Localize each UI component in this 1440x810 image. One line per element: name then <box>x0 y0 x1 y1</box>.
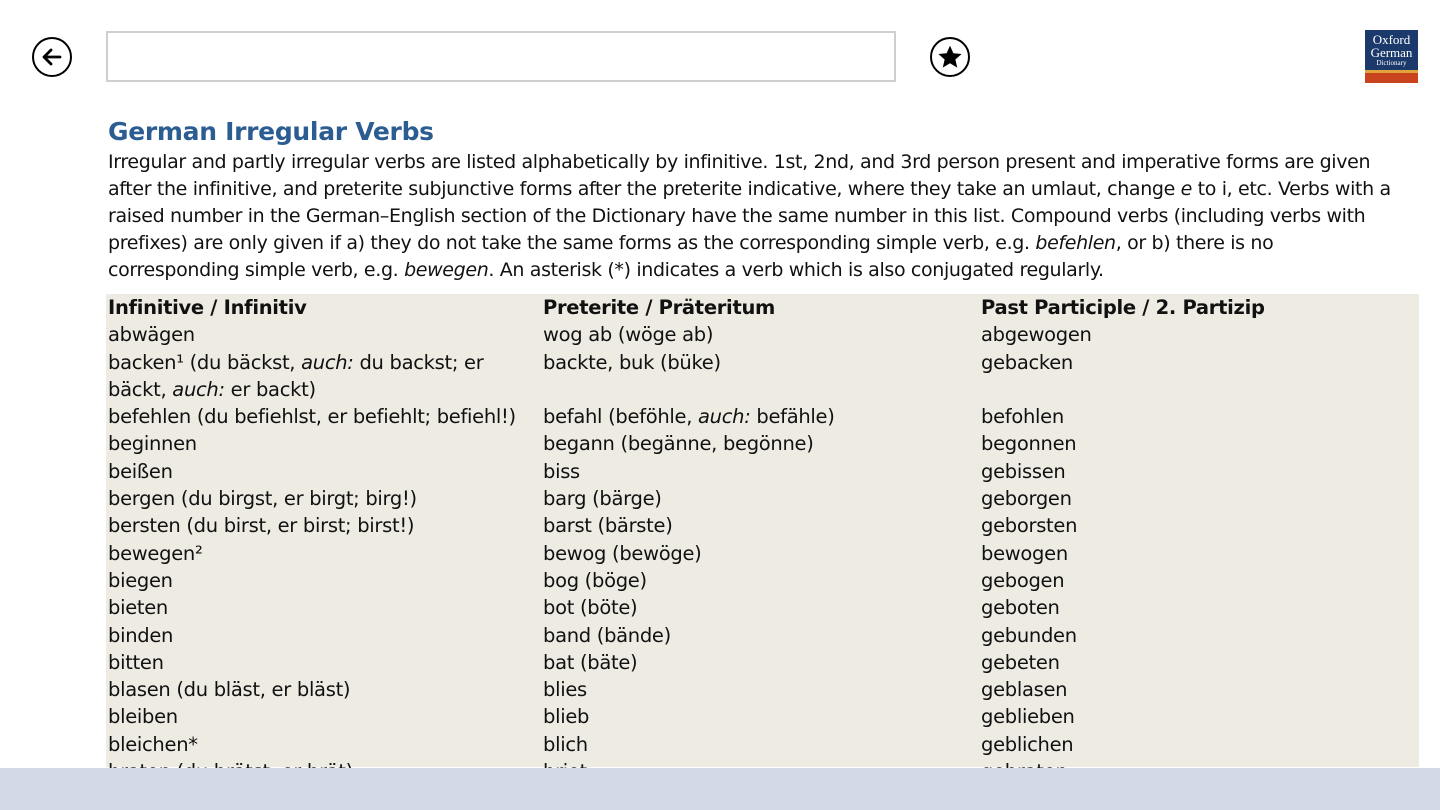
table-row <box>106 731 1419 758</box>
past-participle-cell: geborsten <box>981 514 1078 538</box>
infinitive-cell: bersten (du birst, er birst; birst!) <box>108 514 415 538</box>
preterite-cell: band (bände) <box>543 623 671 647</box>
past-participle-cell: gebacken <box>981 350 1073 374</box>
infinitive-cell: abwägen <box>108 323 195 347</box>
preterite-cell: biss <box>543 459 580 483</box>
preterite-cell: bot (böte) <box>543 596 638 620</box>
logo-line-3: Dictionary <box>1376 59 1407 67</box>
table-row <box>106 458 1419 485</box>
table-row <box>106 540 1419 567</box>
past-participle-cell: geblasen <box>981 678 1068 702</box>
infinitive-cell: biegen <box>108 568 173 592</box>
past-participle-cell: geborgen <box>981 487 1072 511</box>
infinitive-cell: beißen <box>108 459 173 483</box>
preterite-cell: begann (begänne, begönne) <box>543 432 814 456</box>
past-participle-cell: gebeten <box>981 650 1060 674</box>
infinitive-cell: bergen (du birgst, er birgt; birg!) <box>108 487 417 511</box>
page-title: German Irregular Verbs <box>108 117 434 146</box>
table-row <box>106 403 1419 430</box>
star-icon <box>936 43 964 71</box>
preterite-cell: bewog (bewöge) <box>543 541 702 565</box>
past-participle-cell: gebissen <box>981 459 1066 483</box>
past-participle-cell: gebunden <box>981 623 1077 647</box>
logo-line-2: German <box>1370 45 1413 60</box>
infinitive-cell: bleichen* <box>108 732 198 756</box>
preterite-cell: blich <box>543 732 588 756</box>
infinitive-cell: binden <box>108 623 174 647</box>
table-row <box>106 622 1419 649</box>
infinitive-cell: bieten <box>108 596 168 620</box>
table-row <box>106 485 1419 512</box>
table-header <box>106 294 1419 321</box>
header-preterite: Preterite / Präteritum <box>543 296 776 319</box>
search-input[interactable] <box>106 31 896 82</box>
table-row <box>106 703 1419 730</box>
table-row <box>106 512 1419 539</box>
oxford-logo <box>1365 30 1418 83</box>
preterite-cell: bog (böge) <box>543 568 647 592</box>
past-participle-cell: bewogen <box>981 541 1068 565</box>
intro-paragraph: Irregular and partly irregular verbs are listed alphabetically by infinitive. 1st, 2nd, and 3rd person present and imperative forms are given after the infinitive, and preterite subjunctive forms after the preterite indicative, where they take an umlaut, change e to i, etc. Verbs with a raised number in the German–English section of the Dictionary have the same number in this list. Compound verbs (including verbs with prefixes) are only given if a) they do not take the same forms as the corresponding simple verb, e.g. befehlen, or b) there is no corresponding simple verb, e.g. bewegen. An asterisk (*) indicates a verb which is also conjugated regularly. <box>108 151 1391 281</box>
preterite-cell: barst (bärste) <box>543 514 673 538</box>
bottom-app-bar[interactable] <box>0 768 1440 810</box>
infinitive-cell: blasen (du bläst, er bläst) <box>108 678 351 702</box>
past-participle-cell: geblieben <box>981 705 1075 729</box>
table-row <box>106 649 1419 676</box>
preterite-cell: backte, buk (büke) <box>543 350 721 374</box>
infinitive-cell: backen¹ (du bäckst, auch: du backst; er bäckt, auch: er backt) <box>108 350 484 401</box>
past-participle-cell: geboten <box>981 596 1060 620</box>
arrow-left-icon <box>40 45 64 69</box>
favorite-button[interactable] <box>930 37 970 77</box>
infinitive-cell: bleiben <box>108 705 178 729</box>
infinitive-cell: befehlen (du befiehlst, er befiehlt; befiehl!) <box>108 405 516 429</box>
preterite-cell: barg (bärge) <box>543 487 662 511</box>
logo-line-1: Oxford <box>1372 32 1411 47</box>
infinitive-cell: beginnen <box>108 432 197 456</box>
header-infinitive: Infinitive / Infinitiv <box>108 296 307 319</box>
preterite-cell: blies <box>543 678 587 702</box>
table-row <box>106 430 1419 457</box>
past-participle-cell: begonnen <box>981 432 1077 456</box>
preterite-cell: blieb <box>543 705 590 729</box>
preterite-cell: bat (bäte) <box>543 650 638 674</box>
header-past-participle: Past Participle / 2. Partizip <box>981 296 1265 319</box>
table-row <box>106 321 1419 348</box>
past-participle-cell: gebogen <box>981 568 1065 592</box>
table-row <box>106 567 1419 594</box>
past-participle-cell: befohlen <box>981 405 1064 429</box>
infinitive-cell: bewegen² <box>108 541 203 565</box>
verb-table <box>106 294 1419 767</box>
table-row <box>106 676 1419 703</box>
past-participle-cell: abgewogen <box>981 323 1092 347</box>
preterite-cell: befahl (beföhle, auch: befähle) <box>543 405 835 429</box>
preterite-cell: wog ab (wöge ab) <box>543 323 714 347</box>
infinitive-cell: bitten <box>108 650 164 674</box>
past-participle-cell: geblichen <box>981 732 1074 756</box>
table-row <box>106 594 1419 621</box>
article <box>108 115 1420 284</box>
table-row <box>106 349 1419 404</box>
back-button[interactable] <box>32 37 72 77</box>
